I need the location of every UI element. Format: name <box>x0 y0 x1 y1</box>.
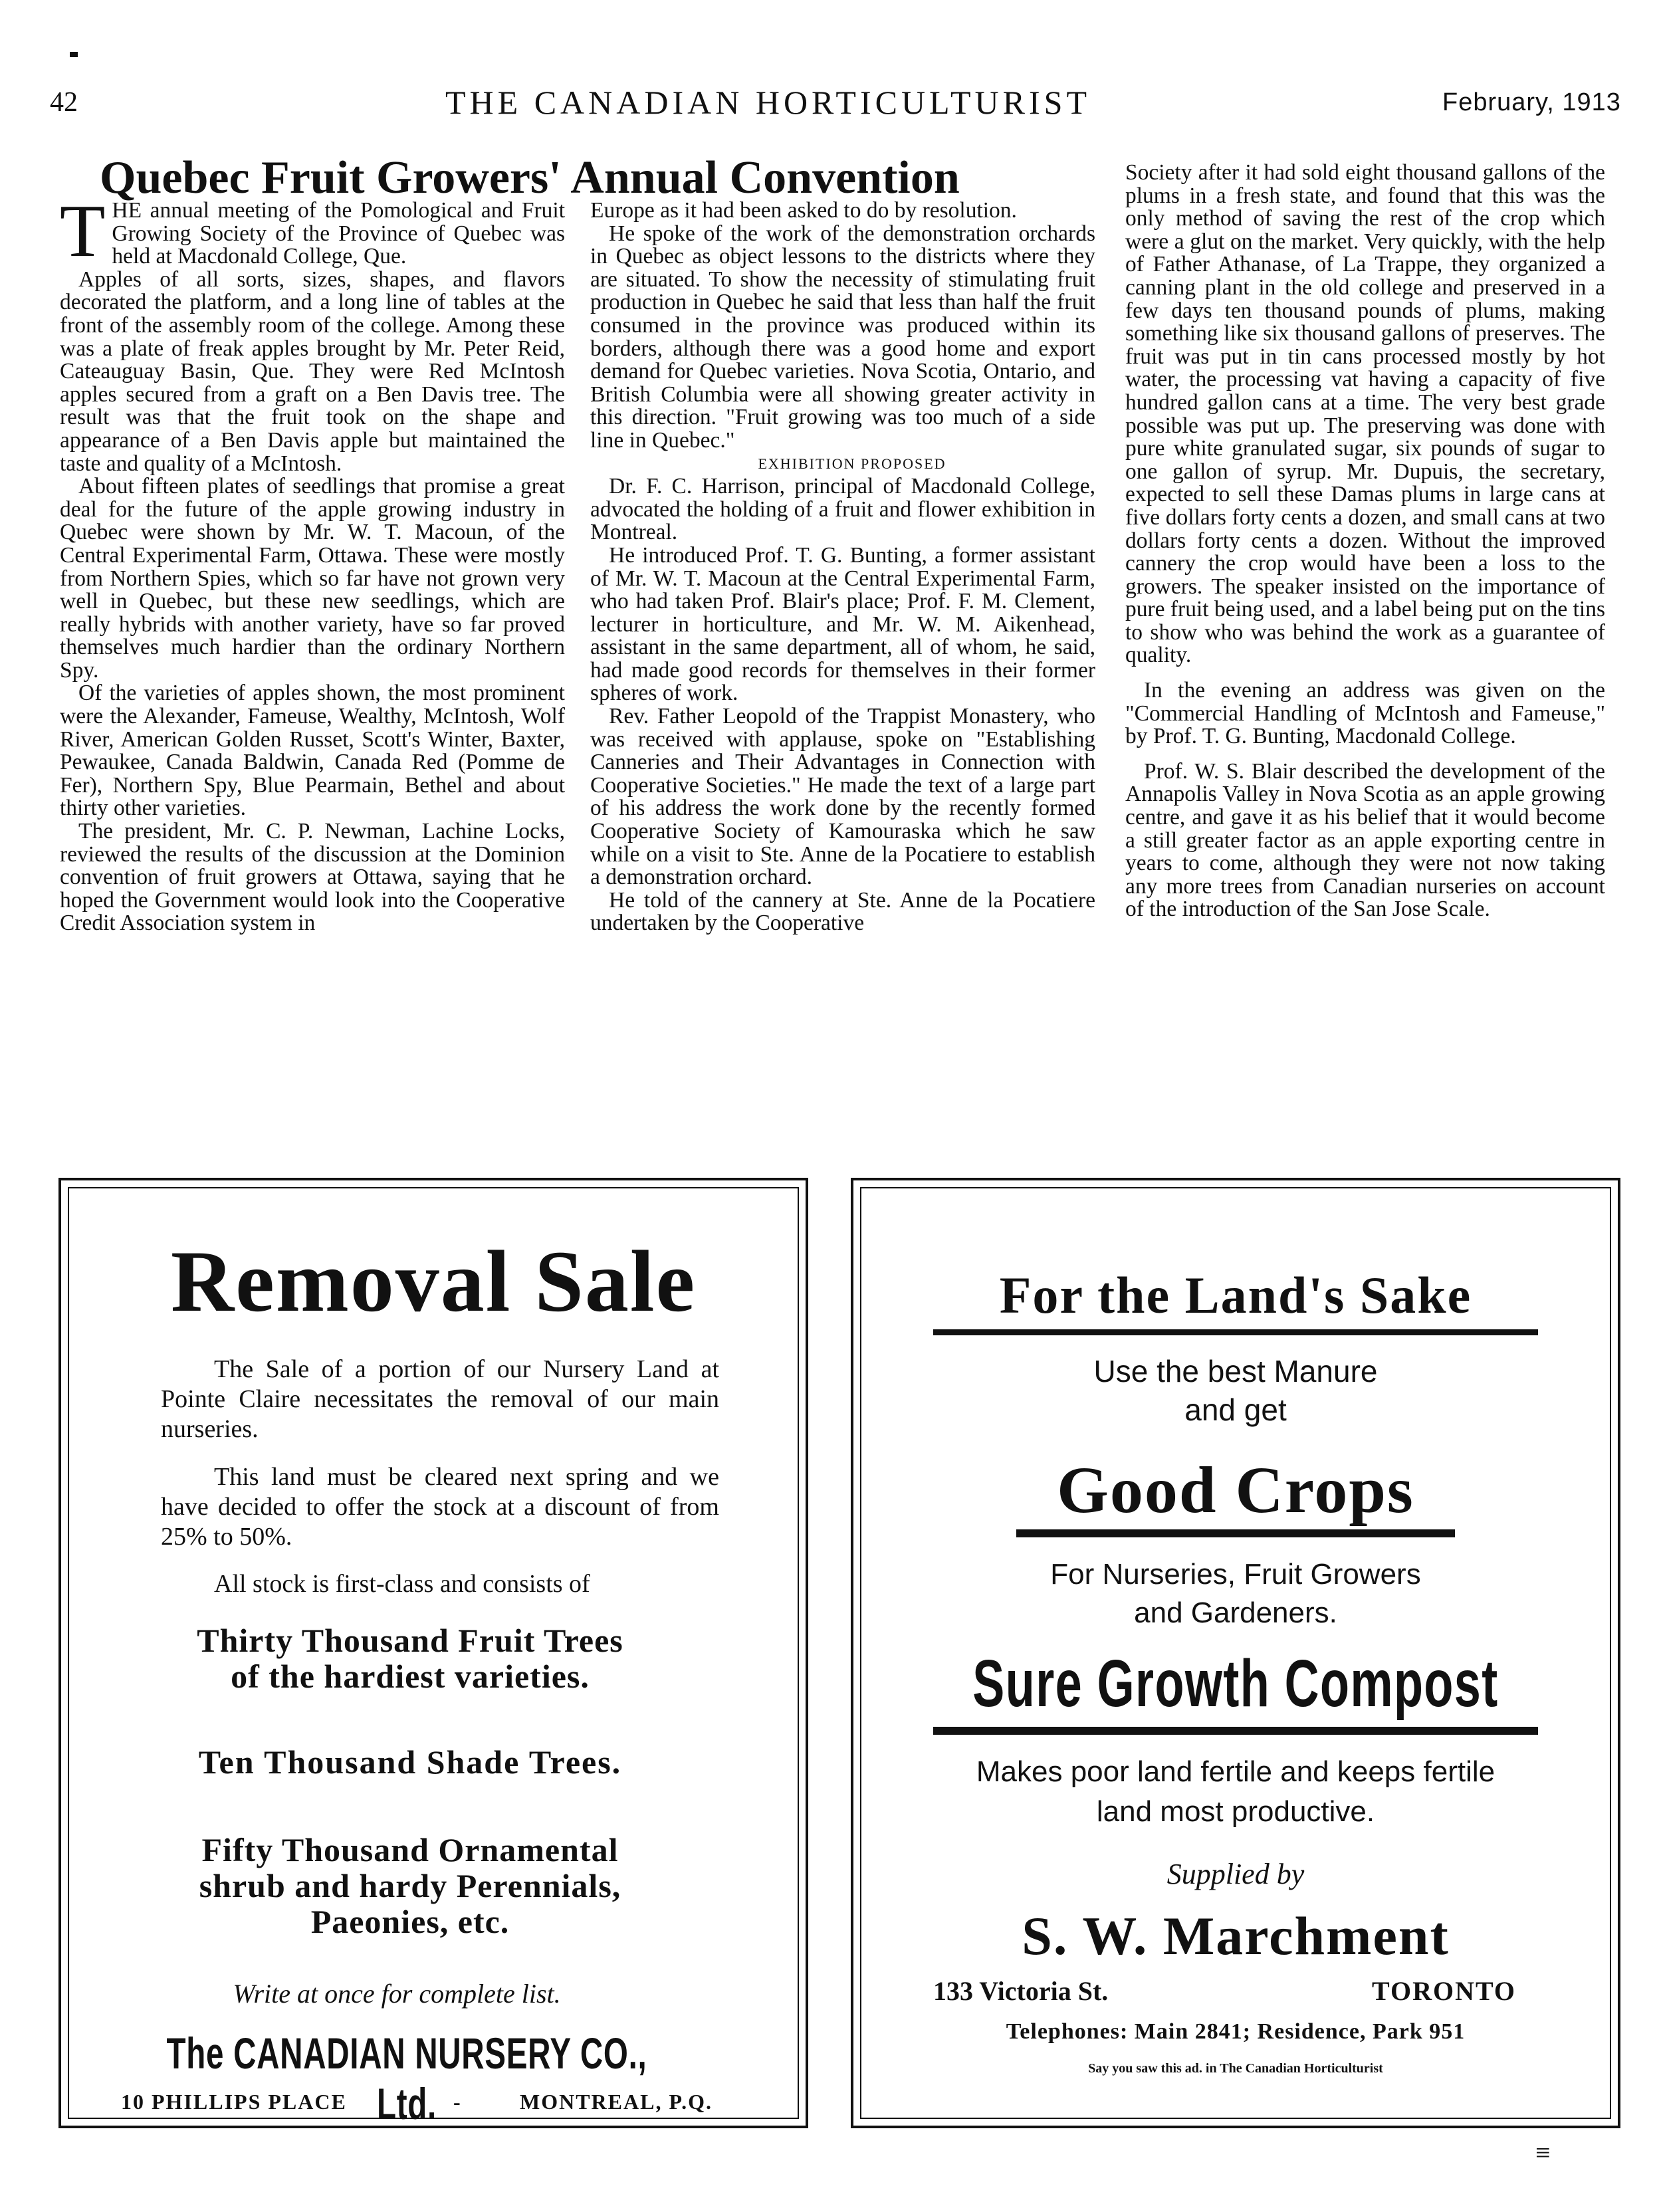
paragraph: He told of the cannery at Ste. Anne de la Pocatiere undertaken by the Cooperative <box>590 887 1095 936</box>
article-column-3 <box>1125 162 1605 921</box>
ad-text-line: and Gardeners. <box>1134 1597 1337 1629</box>
ad-address-city: MONTREAL, P.Q. <box>520 2090 713 2114</box>
running-head: THE CANADIAN HORTICULTURIST <box>445 84 1091 121</box>
ad-paragraph: All stock is first-class and consists of <box>214 1570 590 1598</box>
paragraph: Of the varieties of apples shown, the most prominent were the Alexander, Fameuse, Wealthy, McIntosh, Wolf River, American Golden Russet, Scott's Winter, Baxter, Pewaukee, Canada Baldwin, Canada Red (Pomme de Fer), Northern Spy, Blue Pearmain, Bethel and about thirty other varieties. <box>60 681 565 821</box>
ad-stock-item: Ten Thousand Shade Trees. <box>198 1743 622 1781</box>
ad-text-line: For Nurseries, Fruit Growers <box>1050 1558 1421 1591</box>
ad-headline: For the Land's Sake <box>999 1266 1472 1324</box>
ad-address-separator: - <box>453 2090 461 2114</box>
ink-speck <box>70 52 78 57</box>
ad-text-line: and get <box>1184 1392 1287 1427</box>
ad-paragraph: The Sale of a portion of our Nursery Land at Pointe Claire necessitates the removal of our main nurseries. <box>161 1355 719 1443</box>
article-title: Quebec Fruit Growers' Annual Convention <box>100 152 960 203</box>
ad-text-line: land most productive. <box>1096 1795 1375 1828</box>
article-column-2 <box>590 199 1095 935</box>
ad-text-line: Makes poor land fertile and keeps fertile <box>976 1755 1495 1788</box>
advertisement-removal-sale <box>58 1178 808 2128</box>
ad-big-slogan: Good Crops <box>1057 1453 1414 1527</box>
ad-rule <box>1016 1529 1455 1537</box>
paragraph: Society after it had sold eight thousand gallons of the plums in a fresh state, and found that this was the only method of saving the rest of the crop which were a glut on the market. Very quickly, with the help of Father Athanase, of La Trappe, they organized a canning plant in the old college and preserved in a few days ten thousand pounds of plums, making something like six thousand gallons of preserves. The fruit was put in tin cans processed mostly by hot water, the processing vat having a capacity of five hundred gallon cans at a time. The very best grade possible was put up. The preserving was done with pure white granulated sugar, six pounds of sugar to one gallon of syrup. Mr. Dupuis, the secretary, expected to sell these Damas plums in large cans at five dollars forty cents a dozen, and small cans at two dollars forty cents a dozen. Without the improved cannery the crop would have been a loss to the growers. The speaker insisted on the importance of pure fruit being used, and a label being put on the tins to show who was behind the work as a guarantee of quality. <box>1125 160 1605 668</box>
ad-rule <box>933 1727 1538 1735</box>
paragraph: Prof. W. S. Blair described the development of the Annapolis Valley in Nova Scotia as an apple growing centre, and gave it as his belief that it would become a still greater factor as an apple exporting centre in years to come, although they were not now taking any more trees from Canadian nurseries on account of the introduction of the San Jose Scale. <box>1125 758 1605 922</box>
ad-headline: Removal Sale <box>170 1232 697 1330</box>
article-column-1 <box>60 190 565 936</box>
ad-telephones: Telephones: Main 2841; Residence, Park 951 <box>1006 2019 1466 2044</box>
ad-stock-item: Thirty Thousand Fruit Trees of the hardiest varieties. <box>197 1622 623 1695</box>
ad-company-name: The CANADIAN NURSERY CO., Ltd. <box>166 2029 647 2128</box>
ad-stock-item: Fifty Thousand Ornamental shrub and hardy Perennials, Paeonies, etc. <box>199 1831 621 1940</box>
ad-supplier-name: S. W. Marchment <box>1022 1906 1450 1966</box>
corner-scribble-mark: ≡ <box>1535 2138 1551 2167</box>
paragraph: HE annual meeting of the Pomological and Fruit Growing Society of the Province of Quebec was held at Macdonald College, Que. <box>112 198 565 269</box>
paragraph: He spoke of the work of the demonstration orchards in Quebec as object lessons to the districts where they are situated. To show the necessity of stimulating fruit production in Quebec he said that less than half the fruit consumed in the province was produced within its borders, although there was a good home and export demand for Quebec varieties. Nova Scotia, Ontario, and British Columbia were all showing greater activity in this direction. "Fruit growing was too much of a side line in Quebec." <box>590 221 1095 453</box>
drop-cap: T <box>60 190 106 273</box>
ad-product-name: Sure Growth Compost <box>972 1646 1499 1721</box>
advertisement-compost <box>851 1178 1620 2128</box>
ad-supplied-by: Supplied by <box>1166 1858 1305 1890</box>
ad-text-line: Use the best Manure <box>1093 1354 1378 1388</box>
paragraph: Europe as it had been asked to do by resolution. <box>590 198 1017 223</box>
paragraph: He introduced Prof. T. G. Bunting, a former assistant of Mr. W. T. Macoun at the Central Experimental Farm, who had taken Prof. Blair's place; Prof. F. M. Clement, lecturer in horticulture, and Mr. W. M. Aikenhead, assistant in the same department, all of whom, he said, had made good records for themselves in their former spheres of work. <box>590 542 1095 706</box>
section-subhead: EXHIBITION PROPOSED <box>758 455 946 472</box>
ad-rule <box>933 1329 1538 1335</box>
page-number: 42 <box>50 87 78 118</box>
ad-paragraph: This land must be cleared next spring and we have decided to offer the stock at a discount of from 25% to 50%. <box>161 1463 719 1551</box>
paragraph: The president, Mr. C. P. Newman, Lachine Locks, reviewed the results of the discussion at the Dominion convention of fruit growers at Ottawa, saying that he hoped the Government would look into the Cooperative Credit Association system in <box>60 819 565 936</box>
ad-supplier-address: 133 Victoria St. <box>933 1976 1109 2006</box>
issue-date: February, 1913 <box>1442 88 1621 116</box>
ad-address-street: 10 PHILLIPS PLACE <box>121 2090 347 2114</box>
paragraph: Rev. Father Leopold of the Trappist Monastery, who was received with applause, spoke on "Establishing Canneries and Their Advantages in Connection with Cooperative Societies." He made the text of a large part of his address the work done by the recently formed Cooperative Society of Kamouraska which he saw while on a visit to Ste. Anne de la Pocatiere to establish a demonstration orchard. <box>590 704 1095 890</box>
ad-footnote: Say you saw this ad. in The Canadian Horticulturist <box>1088 2061 1383 2076</box>
ad-supplier-city: TORONTO <box>1372 1976 1517 2006</box>
paragraph: Apples of all sorts, sizes, shapes, and flavors decorated the platform, and a long line of tables at the front of the assembly room of the college. Among these was a plate of freak apples brought by Mr. Peter Reid, Cateauguay Basin, Que. They were Red McIntosh apples secured from a graft on a Ben Davis tree. The result was that the fruit took on the shape and appearance of a Ben Davis apple but maintained the taste and quality of a McIntosh. <box>60 267 565 476</box>
paragraph: In the evening an address was given on the "Commercial Handling of McIntosh and Fameuse," by Prof. T. G. Bunting, Macdonald College. <box>1125 678 1605 749</box>
paragraph: Dr. F. C. Harrison, principal of Macdonald College, advocated the holding of a fruit and flower exhibition in Montreal. <box>590 474 1095 545</box>
ad-call-to-action: Write at once for complete list. <box>233 1979 561 2009</box>
paragraph: About fifteen plates of seedlings that promise a great deal for the future of the apple growing industry in Quebec were shown by Mr. W. T. Macoun, of the Central Experimental Farm, Ottawa. These were mostly from Northern Spies, which so far have not grown very well in Quebec, but these new seedlings, which are really hybrids with another variety, have so far proved themselves much hardier than the ordinary Northern Spy. <box>60 474 565 683</box>
